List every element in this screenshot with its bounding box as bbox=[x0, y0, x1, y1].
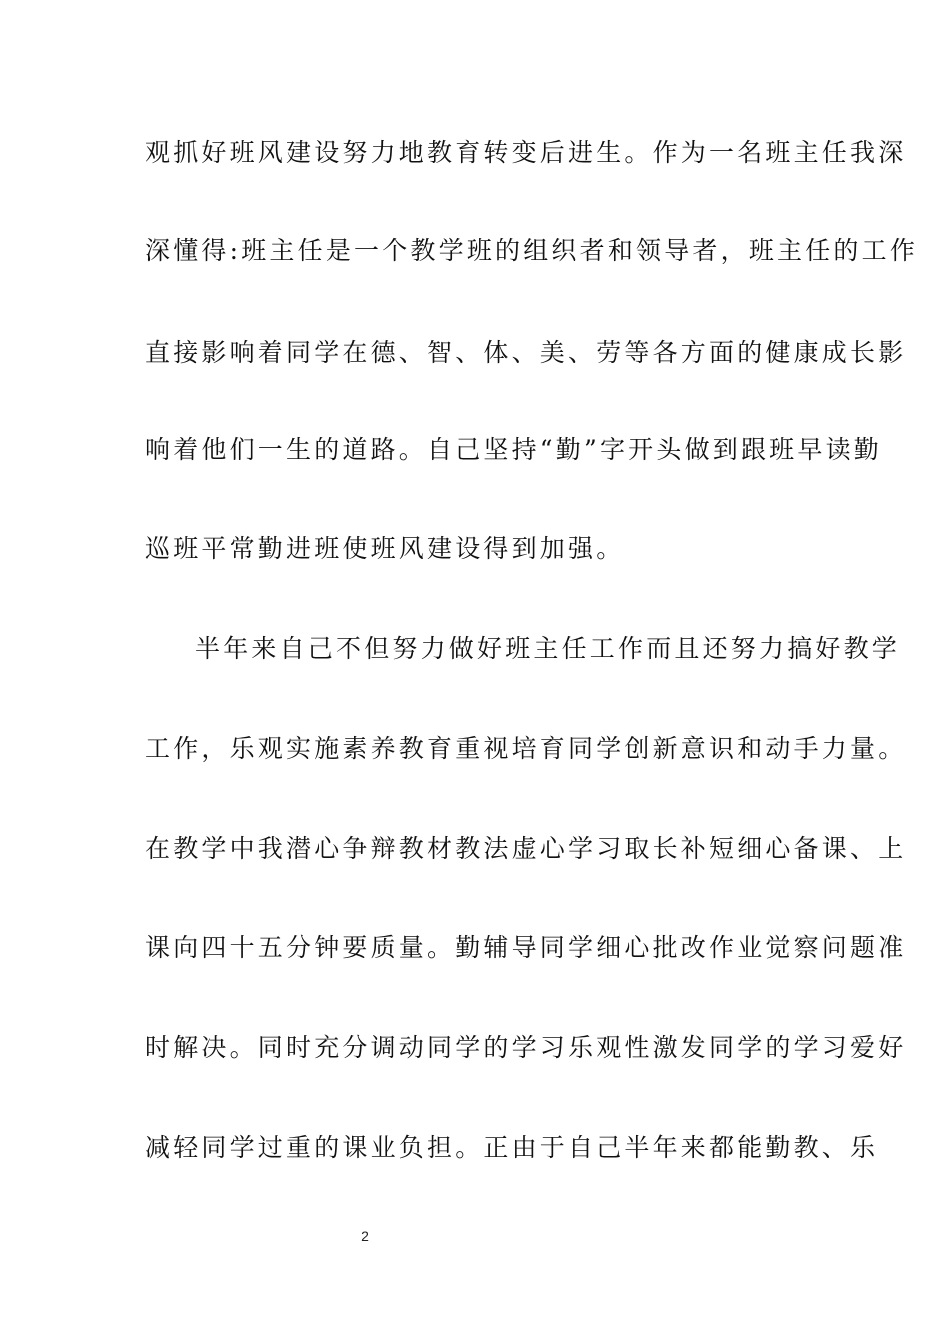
text-line-6: 半年来自己不但努力做好班主任工作而且还努力搞好教学 bbox=[195, 634, 901, 663]
text-line-5: 巡班平常勤进班使班风建设得到加强。 bbox=[145, 534, 625, 563]
page-number: 2 bbox=[361, 1228, 369, 1244]
text-line-11: 减轻同学过重的课业负担。正由于自己半年来都能勤教、乐 bbox=[145, 1133, 879, 1162]
text-line-4: 响着他们一生的道路。自己坚持“勤”字开头做到跟班早读勤 bbox=[145, 435, 882, 464]
text-line-10: 时解决。同时充分调动同学的学习乐观性激发同学的学习爱好 bbox=[145, 1033, 907, 1062]
text-line-1: 观抓好班风建设努力地教育转变后进生。作为一名班主任我深 bbox=[145, 138, 907, 167]
text-line-3: 直接影响着同学在德、智、体、美、劳等各方面的健康成长影 bbox=[145, 338, 907, 367]
text-line-7: 工作，乐观实施素养教育重视培育同学创新意识和动手力量。 bbox=[145, 734, 907, 763]
text-line-8: 在教学中我潜心争辩教材教法虚心学习取长补短细心备课、上 bbox=[145, 834, 907, 863]
text-line-9: 课向四十五分钟要质量。勤辅导同学细心批改作业觉察问题准 bbox=[145, 933, 907, 962]
text-line-2: 深懂得:班主任是一个教学班的组织者和领导者，班主任的工作 bbox=[145, 236, 919, 265]
